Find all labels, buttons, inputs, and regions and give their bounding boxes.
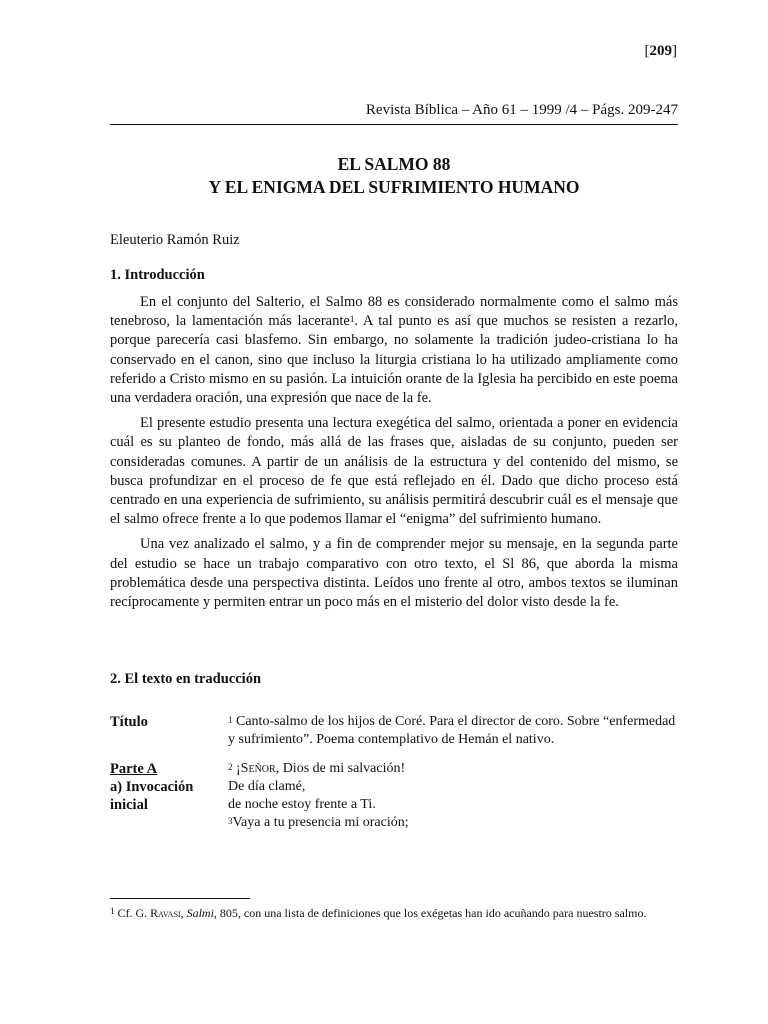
title-line-2: Y EL ENIGMA DEL SUFRIMIENTO HUMANO (208, 177, 580, 197)
label-parte-a: Parte A a) Invocación inicial (110, 761, 194, 813)
footnote-ref-1[interactable]: 1 (349, 314, 355, 325)
paragraph-2: El presente estudio presenta una lectura exegética del salmo, orientada a poner en evidencia cuál es su planteo de fondo, más allá de las frases que, aisladas de su conjunto, pueden ser consideradas comunes. A partir de un análisis de la estructura y del contenido del mismo, se busca profundizar en el proceso de fe que está reflejado en él. Dado que dicho proceso está centrado en una experiencia de sufrimiento, su análisis permitirá descubrir cuál es el mensaje que el salmo ofrece frente a lo que podemos llamar el “enigma” del sufrimiento humano. (110, 415, 678, 528)
verse-2: $^2$ ¡Señor, Dios de mi salvación! (228, 761, 406, 776)
article-title (110, 153, 678, 199)
footnote-1: $^1$ Cf. G. Ravasi, Salmi, 805, con una lista de definiciones que los exégetas han ido acuñando para nuestro salmo. (110, 906, 647, 920)
section-heading-texto: 2. El texto en traducción (110, 671, 262, 687)
paragraph-1: En el conjunto del Salterio, el Salmo 88 es considerado normalmente como el salmo más tenebroso, la lamentación más lacerante$^1$. A tal punto es así que muchos se resisten a rezarlo, porque parecería casi blasfemo. Sin embargo, no solamente la tradición judeo-cristiana lo ha conservado en el canon, sino que incluso la liturgia cristiana lo ha utilizado ampliamente como referido a Cristo mismo en su pasión. La intuición orante de la Iglesia ha percibido en este poema una verdadera oración, una expresión que nace de la fe. (110, 294, 678, 407)
label-titulo: Título (110, 714, 148, 730)
footnote-divider (110, 898, 250, 899)
title-line-1: EL SALMO 88 (337, 154, 451, 174)
journal-header: Revista Bíblica – Año 61 – 1999 /4 – Págs. 209-247 (110, 102, 678, 125)
page-number: [209] (644, 43, 677, 59)
verse-2-line-3: de noche estoy frente a Ti. (228, 797, 376, 812)
parte-a-text (228, 760, 678, 832)
titulo-text: $^1$ Canto-salmo de los hijos de Coré. Para el director de coro. Sobre “enfermedad y sufrimiento”. Poema contemplativo de Hemán el nativo. (228, 714, 676, 747)
paragraph-3: Una vez analizado el salmo, y a fin de comprender mejor su mensaje, en la segunda parte del estudio se hace un trabajo comparativo con otro texto, el Sl 86, que aborda la misma problemática desde una perspectiva distinta. Leídos uno frente al otro, ambos textos se iluminan recíprocamente y permiten entrar un poco más en el misterio del dolor visto desde la fe. (110, 536, 678, 611)
author-name: Eleuterio Ramón Ruiz (110, 232, 240, 248)
verse-2-line-2: De día clamé, (228, 779, 306, 794)
translation-row-parte-a (110, 760, 678, 832)
section-heading-introduccion: 1. Introducción (110, 267, 205, 283)
introduction-body (110, 293, 678, 618)
verse-3: $^3$Vaya a tu presencia mi oración; (228, 815, 409, 830)
translation-row-titulo (110, 713, 678, 753)
